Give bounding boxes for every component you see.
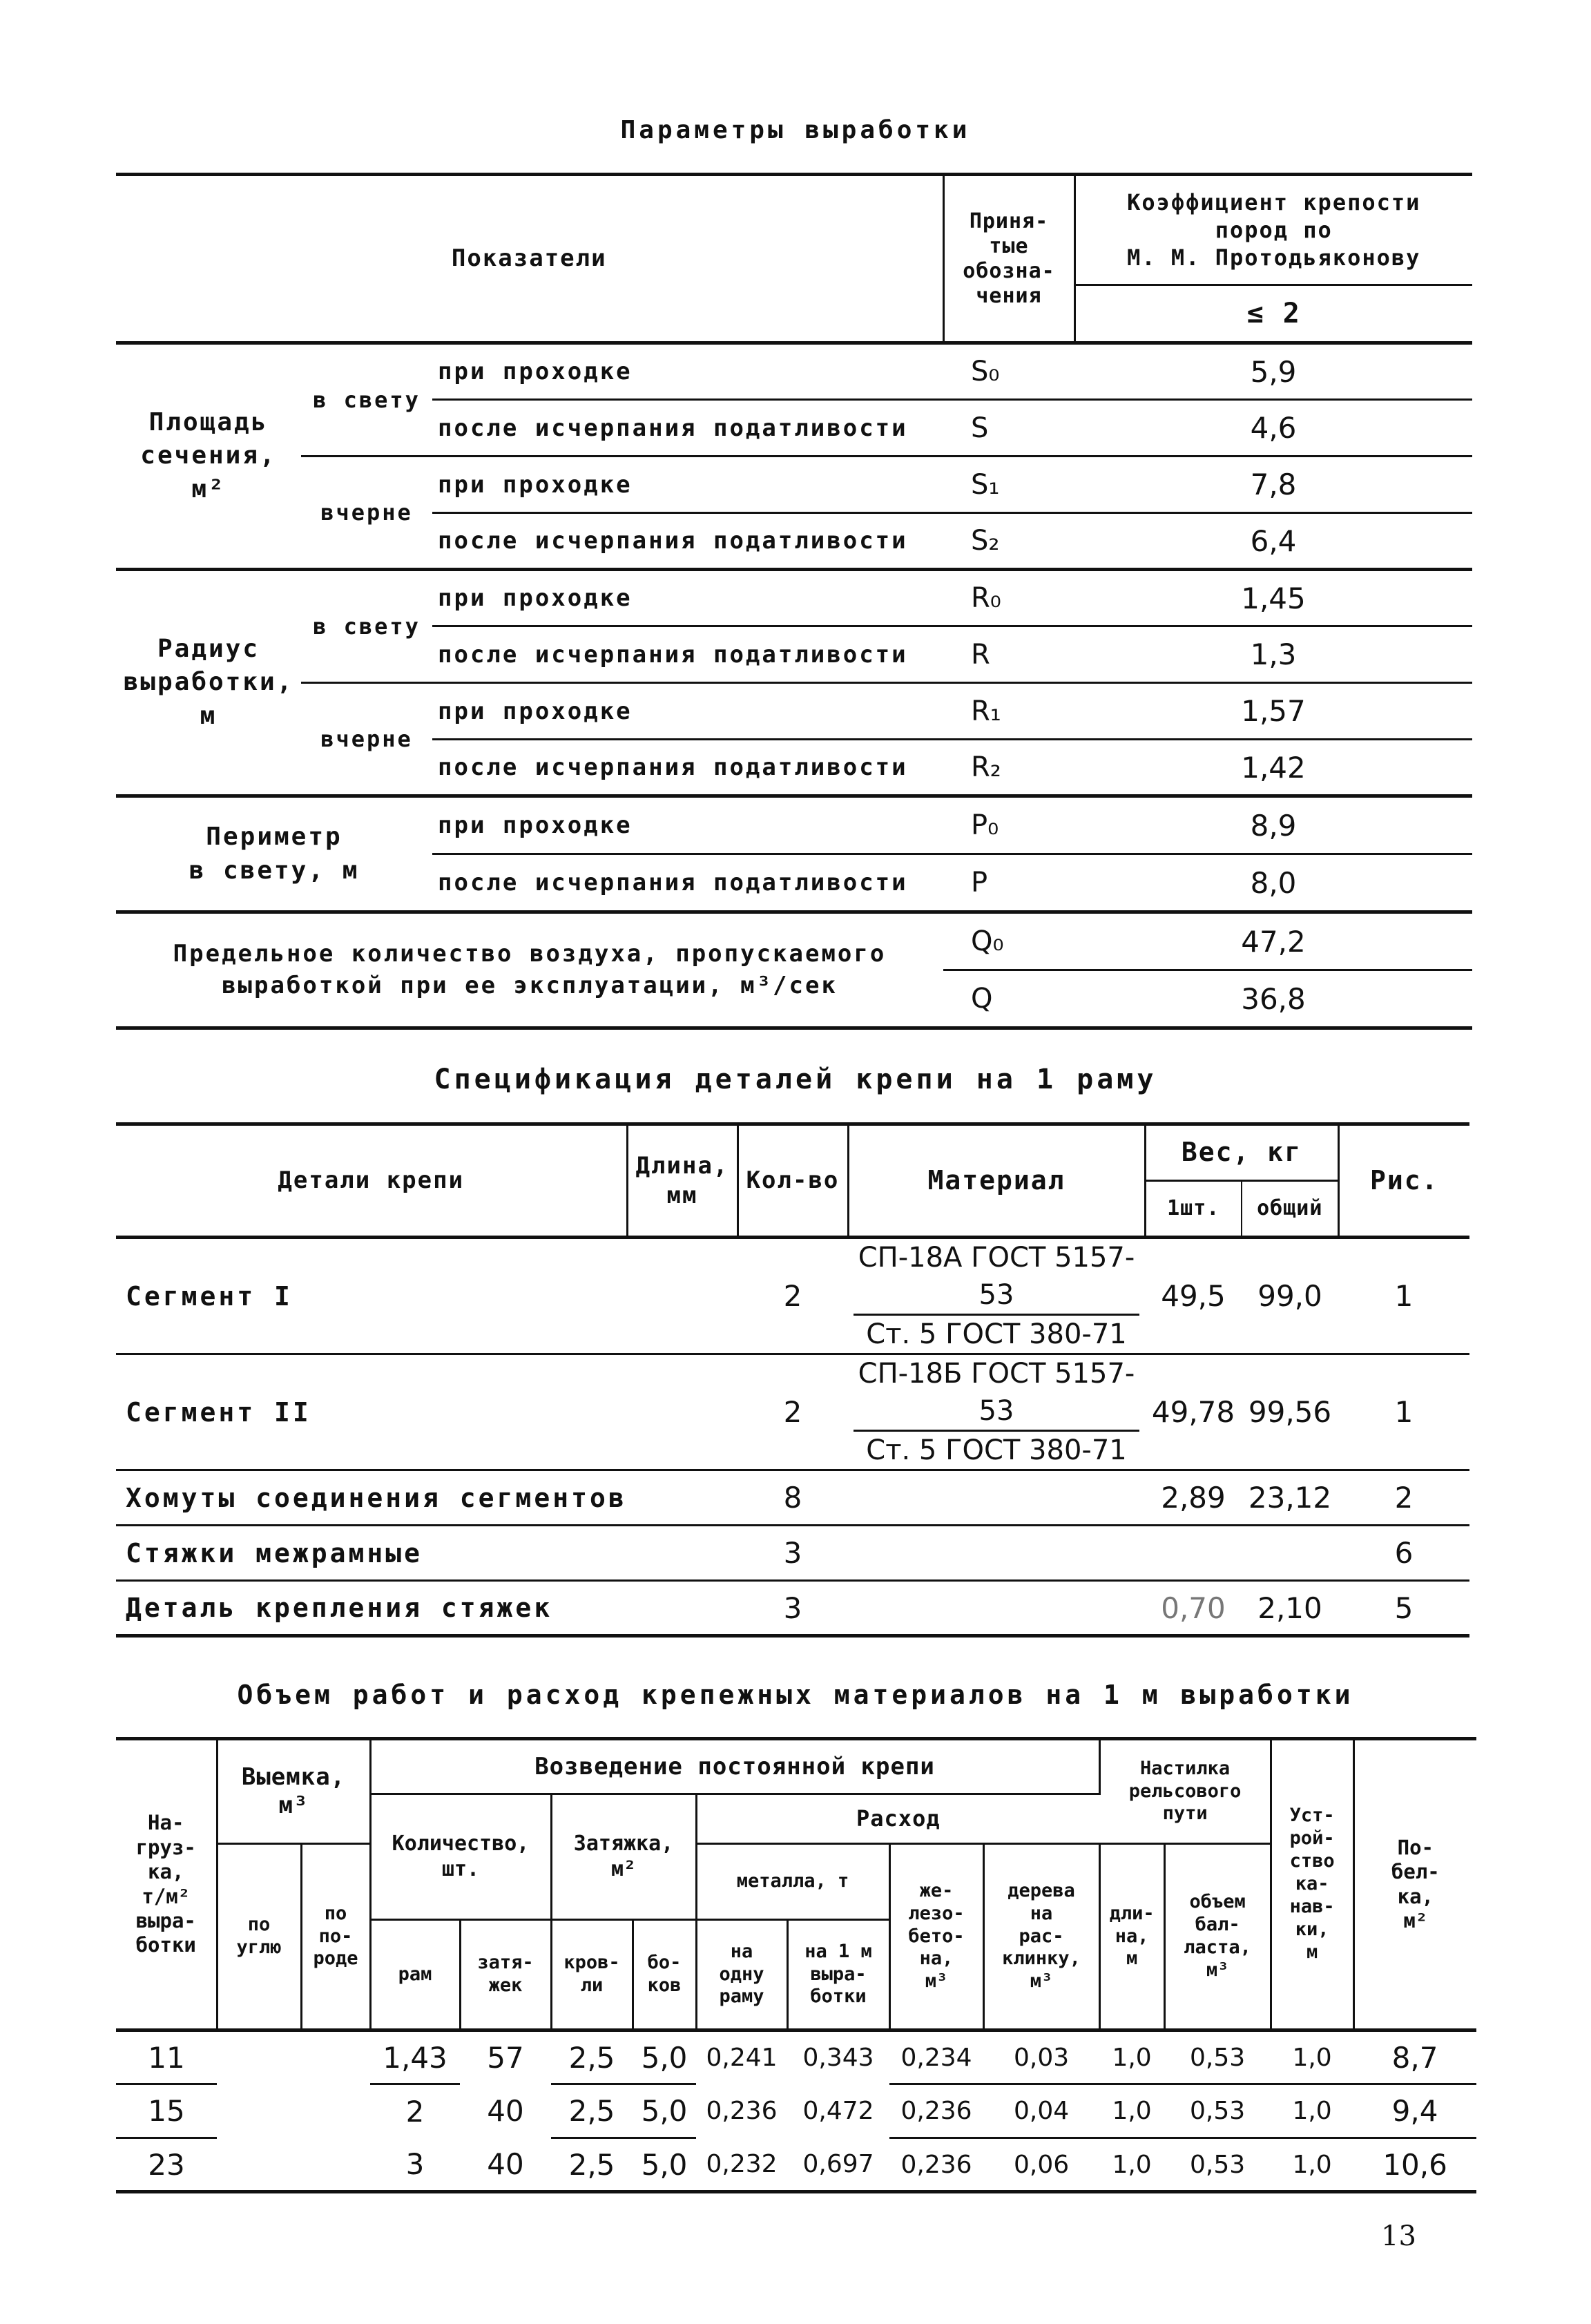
work-per-frame-2: 0,232 <box>696 2138 787 2192</box>
work-trench-0: 1,0 <box>1271 2030 1353 2084</box>
work-header-track: Настилка рельсового пути <box>1099 1739 1271 1844</box>
perimeter-label: Периметр в свету, м <box>116 796 432 912</box>
spec-title: Спецификация деталей крепи на 1 раму <box>434 1064 1157 1095</box>
spec-mat-top-0: СП-18А ГОСТ 5157-53 <box>854 1239 1139 1316</box>
work-track-len-0: 1,0 <box>1099 2030 1164 2084</box>
params-title: Параметры выработки <box>620 116 971 144</box>
perimeter-val-1: 8,0 <box>1250 865 1297 900</box>
work-header-trench: Уст- рой- ство ка- нав- ки, м <box>1271 1739 1353 2030</box>
work-header-construction: Возведение постоянной крепи <box>370 1739 1099 1794</box>
work-wood-0: 0,03 <box>983 2030 1099 2084</box>
work-sides-2: 5,0 <box>633 2138 696 2192</box>
radius-sym-2: R₁ <box>943 683 1074 740</box>
spec-mat-top-1: СП-18Б ГОСТ 5157-53 <box>854 1355 1139 1432</box>
work-ballast-2: 0,53 <box>1164 2138 1271 2192</box>
spec-fig-3: 6 <box>1338 1526 1469 1581</box>
spec-header-total: общий <box>1242 1181 1338 1238</box>
perimeter-sym-1: P <box>971 867 988 899</box>
area-sym-3: S₂ <box>971 525 1000 557</box>
area-desc-1: после исчерпания податливости <box>432 400 943 457</box>
spec-material-1 <box>854 1355 1139 1469</box>
work-header-metal: металла, т <box>696 1844 889 1920</box>
work-header-ballast: объем бал- ласта, м³ <box>1164 1844 1271 2030</box>
work-load-2: 23 <box>116 2138 217 2192</box>
spec-one-4: 0,70 <box>1145 1581 1242 1636</box>
header-coef: Коэффициент крепости пород по М. М. Протодьяконову <box>1074 175 1472 285</box>
work-wood-2: 0,06 <box>983 2138 1099 2192</box>
work-sides-0: 5,0 <box>633 2030 696 2084</box>
work-whitewash-1: 9,4 <box>1353 2084 1476 2138</box>
radius-desc-3: после исчерпания податливости <box>438 753 908 781</box>
radius-outside: вчерне <box>301 683 432 796</box>
radius-sym-3: R₂ <box>971 751 1001 783</box>
spec-mat-bottom-0: Ст. 5 ГОСТ 380-71 <box>866 1318 1127 1350</box>
air-sym-0: Q₀ <box>943 912 1074 970</box>
radius-sym-0: R₀ <box>943 570 1074 626</box>
area-inside: в свету <box>301 343 432 457</box>
work-table <box>116 1737 1476 2193</box>
work-concrete-2: 0,236 <box>889 2138 983 2192</box>
work-track-len-1: 1,0 <box>1099 2084 1164 2138</box>
work-header-exc-face: по по- роде <box>301 1844 370 2030</box>
spec-qty-1: 2 <box>737 1354 848 1470</box>
perimeter-desc-1: после исчерпания податливости <box>438 869 908 896</box>
spec-total-0: 99,0 <box>1242 1238 1338 1354</box>
work-header-track-len: дли- на, м <box>1099 1844 1164 2030</box>
work-header-per-m: на 1 м выра- ботки <box>787 1920 889 2030</box>
spec-material-0 <box>854 1239 1139 1353</box>
spec-name-3: Стяжки межрамные <box>116 1526 627 1581</box>
work-header-concrete: же- лезо- бето- на, м³ <box>889 1844 983 2030</box>
spec-table <box>116 1122 1469 1638</box>
work-header-excavation: Выемка, м³ <box>217 1739 370 1844</box>
area-desc-0: при проходке <box>432 343 943 400</box>
spec-qty-4: 3 <box>737 1581 848 1636</box>
work-header-exc-contour: по углю <box>217 1844 301 2030</box>
work-header-wood: дерева на рас- клинку, м³ <box>983 1844 1099 2030</box>
work-header-ties: затя- жек <box>460 1920 551 2030</box>
work-ballast-1: 0,53 <box>1164 2084 1271 2138</box>
radius-desc-1: после исчерпания податливости <box>432 626 943 683</box>
work-header-roof: кров- ли <box>551 1920 633 2030</box>
spec-header-material: Материал <box>848 1124 1145 1238</box>
area-sym-1: S <box>943 400 1074 457</box>
work-header-count: Количество, шт. <box>370 1794 551 1920</box>
work-header-per-frame: на одну раму <box>696 1920 787 2030</box>
header-indicators: Показатели <box>116 175 943 343</box>
header-coef-value: ≤ 2 <box>1246 298 1301 329</box>
work-per-m-1: 0,472 <box>802 2097 874 2125</box>
work-concrete-1: 0,236 <box>889 2084 983 2138</box>
work-per-m-2: 0,697 <box>787 2138 889 2192</box>
radius-val-2: 1,57 <box>1074 683 1472 740</box>
radius-val-1: 1,3 <box>1074 626 1472 683</box>
work-ties-1: 40 <box>487 2094 524 2128</box>
work-load-1: 15 <box>116 2084 217 2138</box>
area-val-3: 6,4 <box>1250 524 1297 558</box>
spec-header-fig: Рис. <box>1338 1124 1469 1238</box>
spec-total-2: 23,12 <box>1242 1470 1338 1526</box>
spec-fig-4: 5 <box>1338 1581 1469 1636</box>
work-header-load: На- груз- ка, т/м² выра- ботки <box>116 1739 217 2030</box>
spec-name-0: Сегмент I <box>116 1238 627 1354</box>
area-sym-0: S₀ <box>943 343 1074 400</box>
work-frames-0: 1,43 <box>370 2030 460 2084</box>
spec-one-2: 2,89 <box>1145 1470 1242 1526</box>
area-val-0: 5,9 <box>1074 343 1472 400</box>
radius-sym-1: R <box>943 626 1074 683</box>
work-header-consumption: Расход <box>696 1794 1099 1844</box>
work-title: Объем работ и расход крепежных материалов на 1 м выработки <box>237 1680 1354 1710</box>
work-roof-1: 2,5 <box>551 2084 633 2138</box>
air-sym-1: Q <box>943 970 1074 1028</box>
work-frames-1: 2 <box>405 2094 425 2129</box>
work-sides-1: 5,0 <box>633 2084 696 2138</box>
work-ballast-0: 0,53 <box>1164 2030 1271 2084</box>
radius-desc-2: при проходке <box>432 683 943 740</box>
radius-val-0: 1,45 <box>1074 570 1472 626</box>
area-desc-2: при проходке <box>432 457 943 513</box>
spec-one-1: 49,78 <box>1145 1354 1242 1470</box>
params-table <box>116 173 1472 1030</box>
spec-header-qty: Кол-во <box>737 1124 848 1238</box>
area-sym-2: S₁ <box>943 457 1074 513</box>
work-concrete-0: 0,234 <box>889 2030 983 2084</box>
work-track-len-2: 1,0 <box>1099 2138 1164 2192</box>
area-val-2: 7,8 <box>1074 457 1472 513</box>
air-val-0: 47,2 <box>1074 912 1472 970</box>
work-header-frames: рам <box>370 1920 460 2030</box>
spec-fig-1: 1 <box>1338 1354 1469 1470</box>
area-desc-3: после исчерпания податливости <box>438 527 908 555</box>
spec-header-weight: Вес, кг <box>1145 1124 1338 1181</box>
spec-mat-bottom-1: Ст. 5 ГОСТ 380-71 <box>866 1434 1127 1466</box>
work-per-m-0: 0,343 <box>787 2030 889 2084</box>
perimeter-desc-0: при проходке <box>432 796 943 854</box>
area-label: Площадь сечения, м² <box>116 343 301 570</box>
work-ties-2: 40 <box>460 2138 551 2192</box>
work-trench-2: 1,0 <box>1271 2138 1353 2192</box>
area-outside: вчерне <box>301 457 432 570</box>
perimeter-val-0: 8,9 <box>1074 796 1472 854</box>
work-roof-2: 2,5 <box>551 2138 633 2192</box>
spec-name-2: Хомуты соединения сегментов <box>116 1470 627 1526</box>
spec-qty-2: 8 <box>737 1470 848 1526</box>
spec-header-parts: Детали крепи <box>116 1124 627 1238</box>
spec-header-one: 1шт. <box>1145 1181 1242 1238</box>
work-ties-0: 57 <box>460 2030 551 2084</box>
work-per-frame-1: 0,236 <box>706 2097 778 2125</box>
work-per-frame-0: 0,241 <box>696 2030 787 2084</box>
work-load-0: 11 <box>116 2030 217 2084</box>
work-header-lagging: Затяжка, м² <box>551 1794 696 1920</box>
spec-qty-0: 2 <box>737 1238 848 1354</box>
spec-total-4: 2,10 <box>1242 1581 1338 1636</box>
area-val-1: 4,6 <box>1074 400 1472 457</box>
work-roof-0: 2,5 <box>551 2030 633 2084</box>
spec-total-1: 99,56 <box>1242 1354 1338 1470</box>
work-trench-1: 1,0 <box>1271 2084 1353 2138</box>
air-label: Предельное количество воздуха, пропускаемого выработкой при ее эксплуатации, м³/сек <box>116 912 943 1028</box>
work-header-sides: бо- ков <box>633 1920 696 2030</box>
radius-inside: в свету <box>301 570 432 683</box>
page-number: 13 <box>1381 2220 1416 2252</box>
spec-name-4: Деталь крепления стяжек <box>116 1581 627 1636</box>
radius-val-3: 1,42 <box>1241 750 1306 785</box>
header-symbols: Приня- тые обозна- чения <box>943 175 1074 343</box>
radius-label: Радиус выработки, м <box>116 570 301 796</box>
perimeter-sym-0: P₀ <box>943 796 1074 854</box>
spec-header-length: Длина, мм <box>627 1124 737 1238</box>
work-whitewash-2: 10,6 <box>1353 2138 1476 2192</box>
spec-name-1: Сегмент II <box>116 1354 627 1470</box>
spec-fig-2: 2 <box>1338 1470 1469 1526</box>
work-wood-1: 0,04 <box>983 2084 1099 2138</box>
work-frames-2: 3 <box>370 2138 460 2192</box>
spec-one-0: 49,5 <box>1145 1238 1242 1354</box>
work-whitewash-0: 8,7 <box>1353 2030 1476 2084</box>
spec-qty-3: 3 <box>737 1526 848 1581</box>
radius-desc-0: при проходке <box>432 570 943 626</box>
work-header-whitewash: По- бел- ка, м² <box>1353 1739 1476 2030</box>
spec-fig-0: 1 <box>1338 1238 1469 1354</box>
air-val-1: 36,8 <box>1074 970 1472 1028</box>
